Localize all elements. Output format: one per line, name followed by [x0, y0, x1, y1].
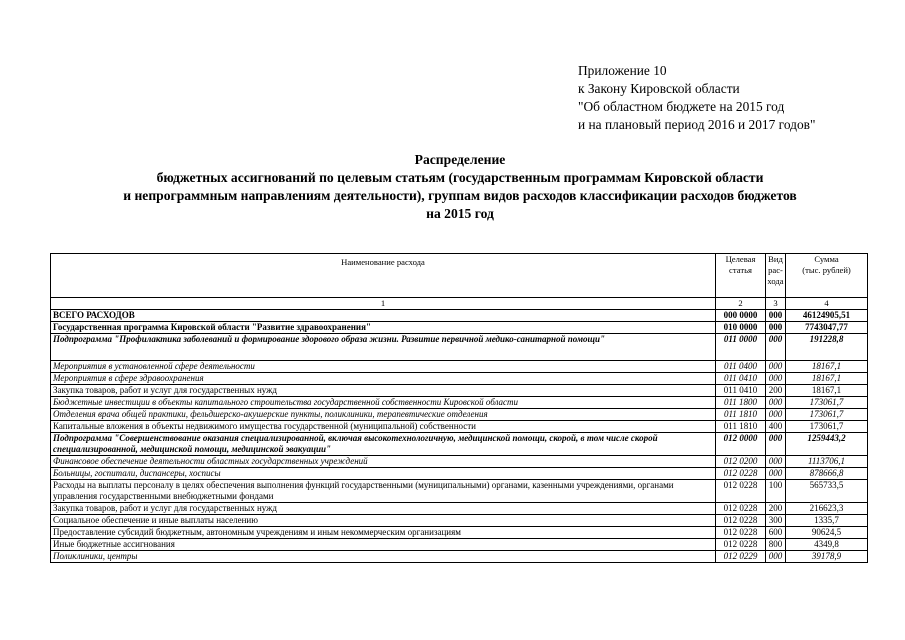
table-row [51, 527, 868, 539]
row-code: 012 0229 [716, 551, 766, 563]
row-sum: 173061,7 [786, 409, 868, 421]
row-sum: 173061,7 [786, 421, 868, 433]
table-row [51, 373, 868, 385]
table-row [51, 515, 868, 527]
column-number: 4 [786, 298, 868, 310]
table-row [51, 310, 868, 322]
row-code: 000 0000 [716, 310, 766, 322]
row-name: Иные бюджетные ассигнования [51, 539, 716, 551]
header-sum [786, 254, 868, 298]
row-name: Предоставление субсидий бюджетным, автономным учреждениям и иным некоммерческим организациям [51, 527, 716, 539]
row-code: 012 0228 [716, 503, 766, 515]
heading-line: бюджетных ассигнований по целевым статьям (государственным программам Кировской области [156, 170, 764, 185]
appendix-line: к Закону Кировской области [578, 81, 740, 96]
heading-line: Распределение [414, 152, 506, 167]
header-sum-line: (тыс. рублей) [802, 265, 851, 275]
row-code: 011 1800 [716, 397, 766, 409]
column-number: 2 [716, 298, 766, 310]
heading-line: и непрограммным направлениям деятельности), группам видов расходов классификации расходов бюджетов [123, 188, 797, 203]
table-row [51, 433, 868, 456]
row-vid: 200 [766, 385, 786, 397]
row-vid: 800 [766, 539, 786, 551]
table-row [51, 480, 868, 503]
row-sum: 46124905,51 [786, 310, 868, 322]
column-number-row [51, 298, 868, 310]
row-code: 011 0000 [716, 334, 766, 361]
row-code: 012 0228 [716, 468, 766, 480]
row-name: ВСЕГО РАСХОДОВ [51, 310, 716, 322]
row-code: 012 0228 [716, 539, 766, 551]
document-heading [40, 151, 880, 223]
row-name: Государственная программа Кировской области "Развитие здравоохранения" [51, 322, 716, 334]
table-row [51, 539, 868, 551]
row-name: Закупка товаров, работ и услуг для государственных нужд [51, 385, 716, 397]
row-sum: 216623,3 [786, 503, 868, 515]
table-row [51, 334, 868, 361]
row-code: 011 0400 [716, 361, 766, 373]
row-name: Подпрограмма "Совершенствование оказания специализированной, включая высокотехнологичную, медицинской помощи, скорой, в том числе скорой специализированной, медицинской помощи, медицинской эвакуации" [51, 433, 716, 456]
table-row [51, 503, 868, 515]
row-sum: 39178,9 [786, 551, 868, 563]
row-name: Расходы на выплаты персоналу в целях обеспечения выполнения функций государственными (муниципальными) органами, казенными учреждениями, органами управления государственными внебюджетными фондами [51, 480, 716, 503]
row-sum: 191228,8 [786, 334, 868, 361]
row-code: 012 0228 [716, 515, 766, 527]
row-name: Отделения врача общей практики, фельдшерско-акушерские пункты, поликлиники, терапевтические отделения [51, 409, 716, 421]
row-name: Закупка товаров, работ и услуг для государственных нужд [51, 503, 716, 515]
table-row [51, 397, 868, 409]
row-vid: 000 [766, 468, 786, 480]
table-row [51, 468, 868, 480]
row-name: Финансовое обеспечение деятельности областных государственных учреждений [51, 456, 716, 468]
row-name: Поликлиники, центры [51, 551, 716, 563]
row-code: 011 1810 [716, 409, 766, 421]
row-code: 010 0000 [716, 322, 766, 334]
row-sum: 565733,5 [786, 480, 868, 503]
column-number: 3 [766, 298, 786, 310]
header-code-line: Целевая [725, 254, 756, 264]
row-vid: 400 [766, 421, 786, 433]
table-row [51, 409, 868, 421]
row-vid: 000 [766, 397, 786, 409]
header-code [716, 254, 766, 298]
row-name: Бюджетные инвестиции в объекты капитального строительства государственной собственности Кировской области [51, 397, 716, 409]
table-row [51, 421, 868, 433]
column-number: 1 [51, 298, 716, 310]
row-vid: 000 [766, 310, 786, 322]
row-vid: 000 [766, 322, 786, 334]
row-vid: 000 [766, 373, 786, 385]
appendix-line: "Об областном бюджете на 2015 год [578, 99, 785, 114]
appendix-line: и на плановый период 2016 и 2017 годов" [578, 117, 816, 132]
appendix-line: Приложение 10 [578, 63, 667, 78]
table-row [51, 361, 868, 373]
header-vid-line: хода [767, 276, 784, 286]
table-row [51, 385, 868, 397]
header-name-text: Наименование расхода [341, 257, 425, 267]
row-vid: 600 [766, 527, 786, 539]
row-name: Мероприятия в установленной сфере деятельности [51, 361, 716, 373]
row-code: 011 0410 [716, 385, 766, 397]
row-vid: 000 [766, 433, 786, 456]
row-sum: 1335,7 [786, 515, 868, 527]
header-code-line: статья [729, 265, 752, 275]
appendix-note [578, 62, 815, 134]
row-sum: 878666,8 [786, 468, 868, 480]
header-sum-line: Сумма [814, 254, 839, 264]
header-vid [766, 254, 786, 298]
header-vid-line: рас- [768, 265, 783, 275]
row-sum: 1259443,2 [786, 433, 868, 456]
budget-table [50, 253, 868, 563]
row-code: 011 0410 [716, 373, 766, 385]
row-code: 012 0200 [716, 456, 766, 468]
table-row [51, 551, 868, 563]
row-sum: 7743047,77 [786, 322, 868, 334]
row-code: 012 0228 [716, 480, 766, 503]
header-vid-line: Вид [768, 254, 783, 264]
row-vid: 000 [766, 361, 786, 373]
header-name [51, 254, 716, 298]
row-vid: 000 [766, 456, 786, 468]
row-vid: 000 [766, 551, 786, 563]
row-name: Капитальные вложения в объекты недвижимого имущества государственной (муниципальной) собственности [51, 421, 716, 433]
row-vid: 300 [766, 515, 786, 527]
row-sum: 90624,5 [786, 527, 868, 539]
row-name: Мероприятия в сфере здравоохранения [51, 373, 716, 385]
row-sum: 4349,8 [786, 539, 868, 551]
row-vid: 000 [766, 334, 786, 361]
row-vid: 100 [766, 480, 786, 503]
row-name: Больницы, госпитали, диспансеры, хосписы [51, 468, 716, 480]
row-name: Социальное обеспечение и иные выплаты населению [51, 515, 716, 527]
row-code: 012 0000 [716, 433, 766, 456]
table-row [51, 456, 868, 468]
row-name: Подпрограмма "Профилактика заболеваний и формирование здорового образа жизни. Развитие первичной медико-санитарной помощи" [51, 334, 716, 361]
table-header-row [51, 254, 868, 298]
heading-line: на 2015 год [426, 206, 494, 221]
row-sum: 1113706,1 [786, 456, 868, 468]
row-sum: 173061,7 [786, 397, 868, 409]
row-sum: 18167,1 [786, 373, 868, 385]
table-row [51, 322, 868, 334]
row-vid: 200 [766, 503, 786, 515]
row-code: 011 1810 [716, 421, 766, 433]
row-vid: 000 [766, 409, 786, 421]
row-sum: 18167,1 [786, 385, 868, 397]
row-code: 012 0228 [716, 527, 766, 539]
row-sum: 18167,1 [786, 361, 868, 373]
